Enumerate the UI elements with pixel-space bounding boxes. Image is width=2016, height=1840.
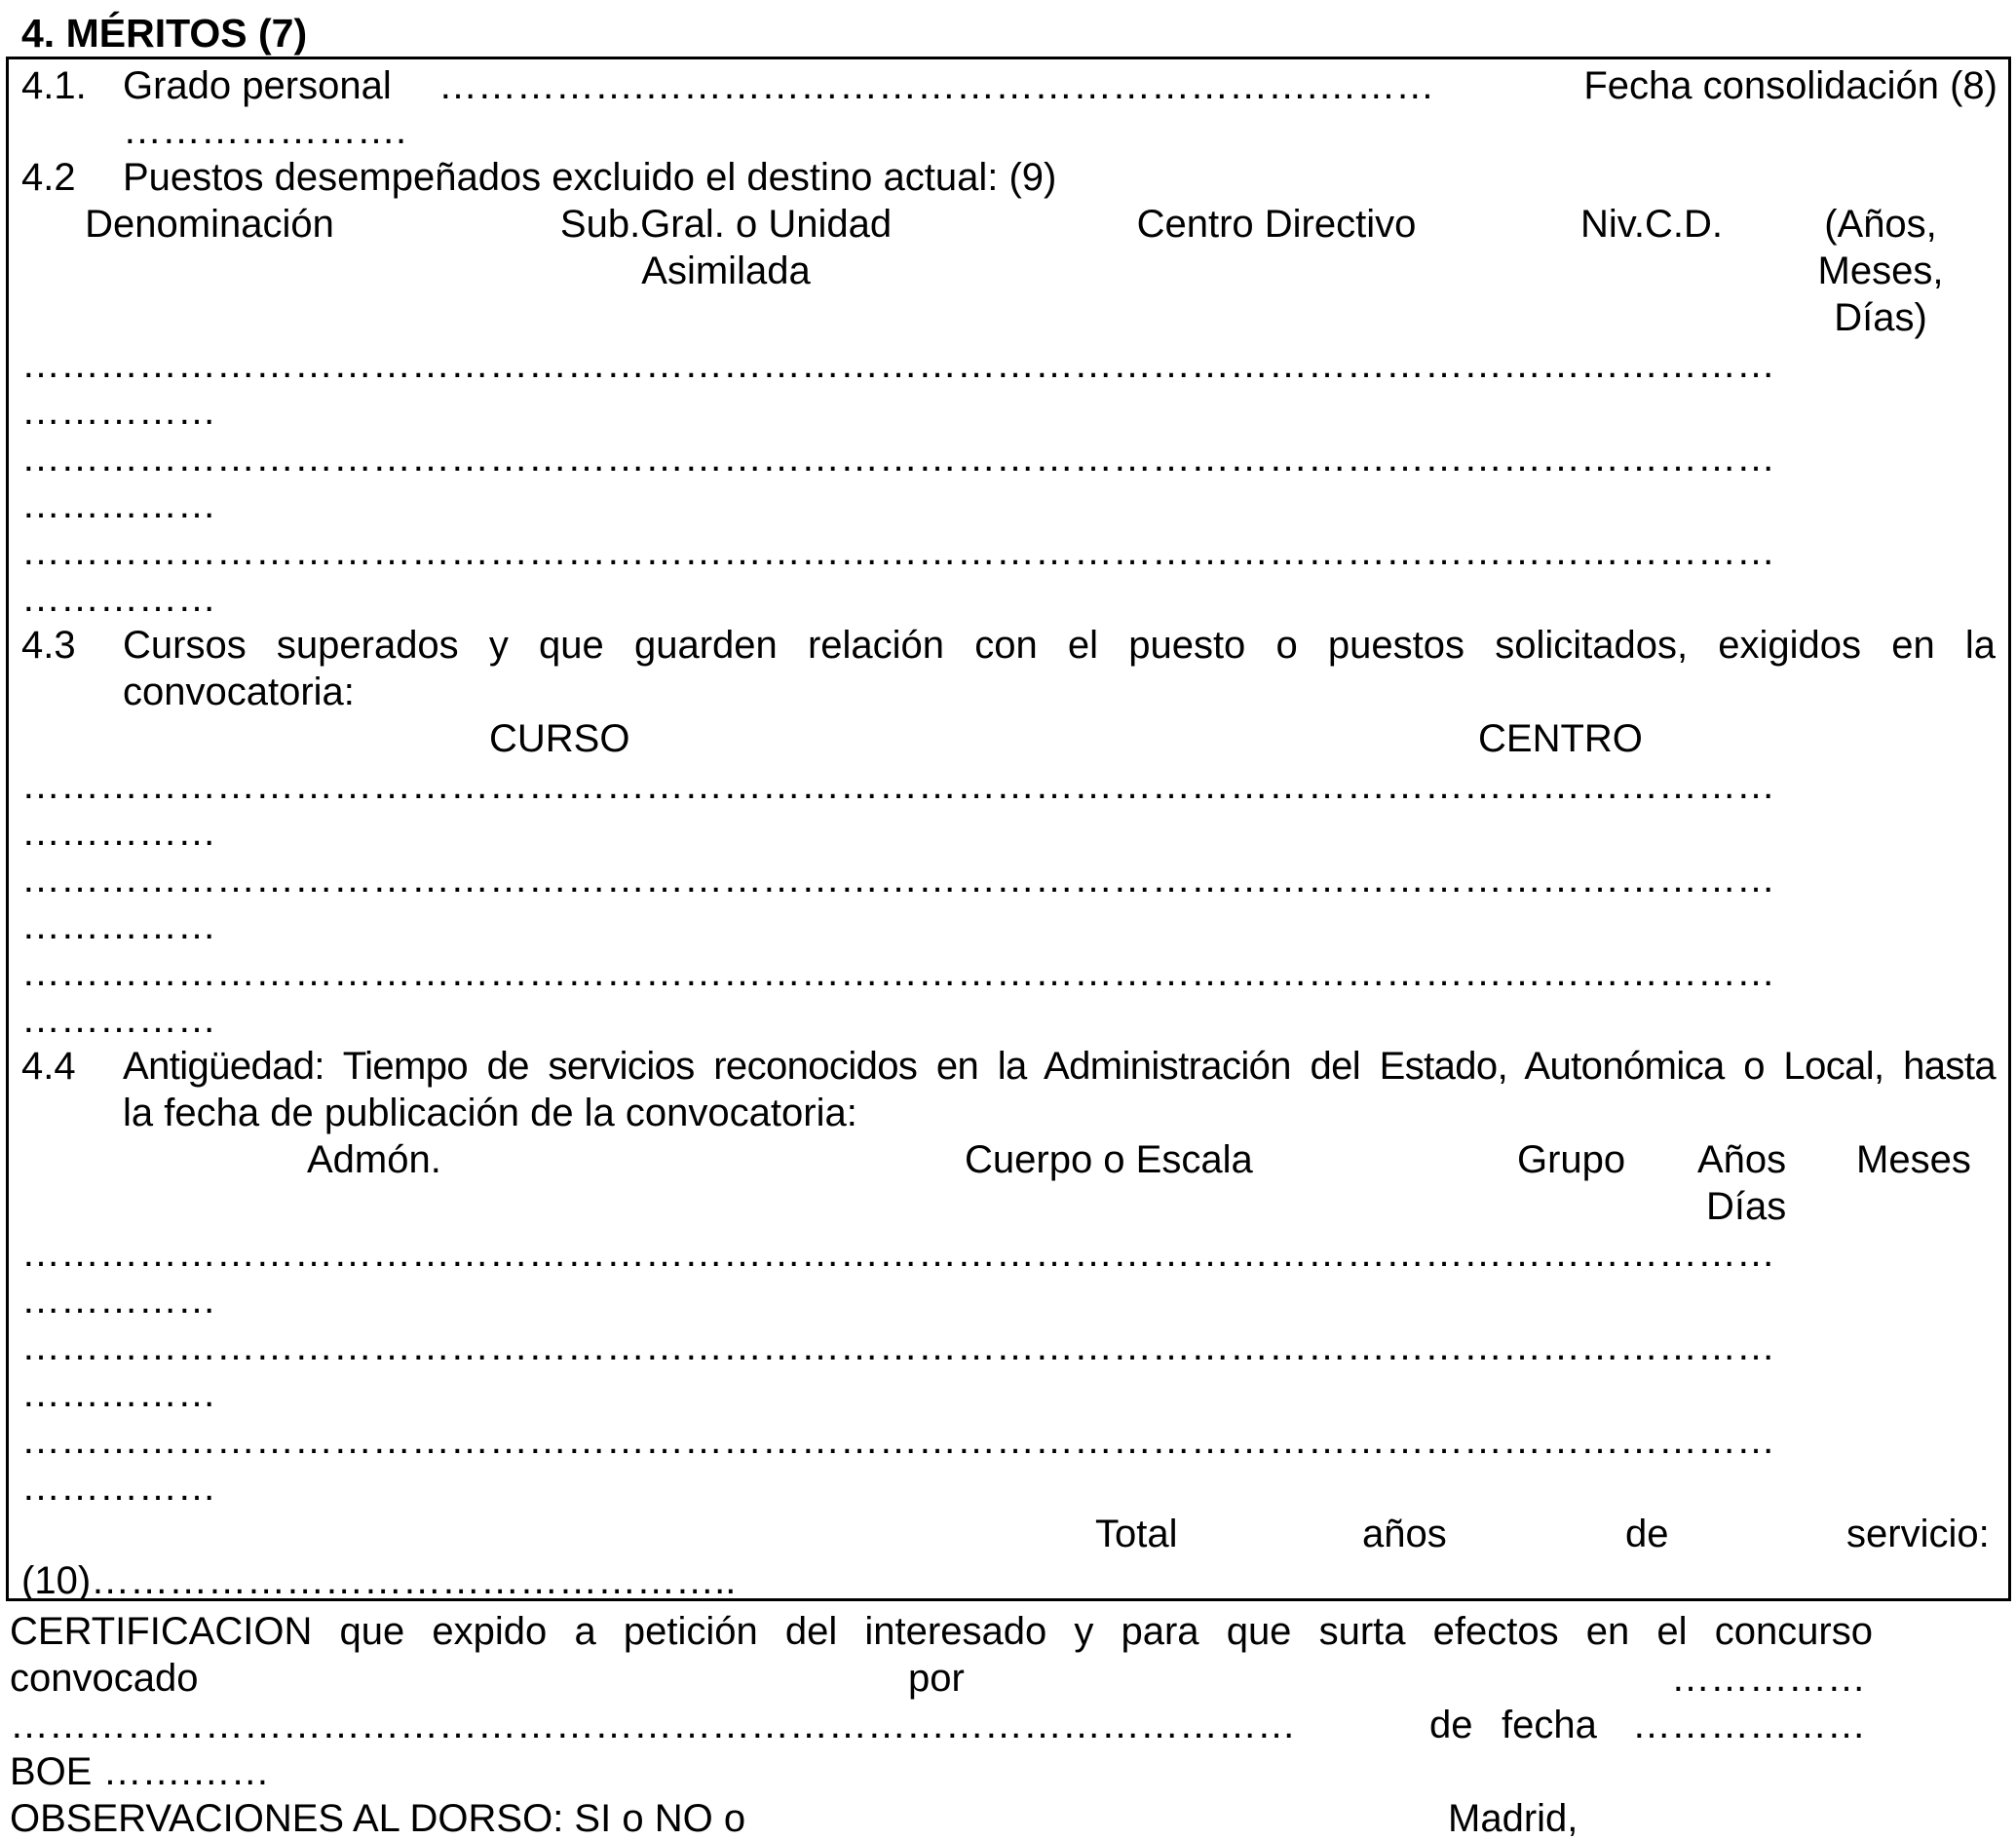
antiguedad-line-1b: …………… (21, 1281, 216, 1320)
puestos-line-1b: …………… (21, 392, 216, 431)
puestos-line-1: ……………………………………………………………………………………………………………………… (21, 345, 1775, 384)
certificacion-de: de (1429, 1704, 1473, 1746)
col-dias: Días (1706, 1185, 1787, 1228)
col-centro: CENTRO (1478, 717, 1643, 760)
section-title: 4. MÉRITOS (7) (21, 11, 308, 56)
antiguedad-line-1: ……………………………………………………………………………………………………………………… (21, 1234, 1775, 1273)
col-meses: Meses (1856, 1138, 1971, 1181)
cursos-line-1b: …………… (21, 813, 216, 852)
col-anos: Años (1697, 1138, 1787, 1181)
col-centro-directivo: Centro Directivo (1136, 203, 1417, 246)
cursos-line-3: ……………………………………………………………………………………………………………………… (21, 953, 1775, 992)
total-anos-servicio-value: (10)………………………………………….. (21, 1561, 737, 1600)
cursos-line-2b: …………… (21, 906, 216, 945)
cursos-line-3b: …………… (21, 1000, 216, 1039)
grado-label: Grado personal (123, 64, 392, 107)
antiguedad-heading-2: la fecha de publicación de la convocatoria: (123, 1092, 857, 1134)
certificacion-boe: BOE …….…… (10, 1750, 270, 1793)
total-word-3: de (1625, 1513, 1669, 1555)
puestos-line-3: ……………………………………………………………………………………………………………………… (21, 532, 1775, 571)
col-subgral-2: Asimilada (641, 249, 811, 292)
col-tiempo-2: Meses, (1817, 249, 1944, 292)
grado-dots: …………….…………………………………………….……… (438, 66, 1435, 105)
col-nivel-cd: Niv.C.D. (1580, 203, 1723, 246)
fecha-consolidacion-label: Fecha consolidación (8) (1583, 64, 1997, 107)
puestos-line-2: ……………………………………………………………………………………………………………………… (21, 439, 1775, 478)
puestos-number: 4.2 (21, 156, 76, 199)
puestos-heading: Puestos desempeñados excluido el destino actual: (9) (123, 156, 1057, 199)
cursos-heading: Cursos superados y que guarden relación con el puesto o puestos solicitados, exigidos en la (123, 624, 1996, 667)
col-tiempo: (Años, (1824, 203, 1937, 246)
cursos-heading-2: convocatoria: (123, 671, 355, 713)
col-cuerpo-escala: Cuerpo o Escala (965, 1138, 1253, 1181)
observaciones-al-dorso: OBSERVACIONES AL DORSO: SI o NO o (10, 1797, 746, 1840)
madrid-label: Madrid, (1448, 1797, 1579, 1840)
total-word-4: servicio: (1846, 1513, 1990, 1555)
antiguedad-line-3b: …………… (21, 1468, 216, 1507)
certificacion-convocado: convocado (10, 1657, 199, 1700)
total-word-1: Total (1095, 1513, 1178, 1555)
puestos-line-3b: …………… (21, 579, 216, 618)
certificacion-fecha-dots: ……………… (1632, 1706, 1866, 1744)
certificacion-line-1: CERTIFICACION que expido a petición del interesado y para que surta efectos en el concurso (10, 1610, 1873, 1653)
cursos-number: 4.3 (21, 624, 76, 667)
col-curso: CURSO (489, 717, 630, 760)
col-tiempo-3: Días) (1834, 296, 1927, 339)
col-grupo: Grupo (1517, 1138, 1626, 1181)
certificacion-convocatoria-dots: ……………………………………………………………………………………… (10, 1706, 1296, 1744)
meritos-box (6, 57, 2011, 1601)
total-word-2: años (1362, 1513, 1447, 1555)
grado-number: 4.1. (21, 64, 87, 107)
antiguedad-line-2b: …………… (21, 1374, 216, 1413)
antiguedad-line-3: ……………………………………………………………………………………………………………………… (21, 1421, 1775, 1460)
cursos-line-1: ……………………………………………………………………………………………………………………… (21, 766, 1775, 805)
antiguedad-heading: Antigüedad: Tiempo de servicios reconocidos en la Administración del Estado, Autonómica o Local, hasta (123, 1045, 1996, 1088)
puestos-line-2b: …………… (21, 485, 216, 524)
certificacion-por: por (908, 1657, 965, 1700)
certificacion-por-dots: …………… (1671, 1659, 1866, 1698)
col-subgral: Sub.Gral. o Unidad (559, 203, 893, 246)
antiguedad-number: 4.4 (21, 1045, 76, 1088)
col-denominacion: Denominación (85, 203, 334, 246)
cursos-line-2: ……………………………………………………………………………………………………………………… (21, 860, 1775, 899)
fecha-consolidacion-dots: …………………. (123, 111, 407, 150)
certificacion-fecha: fecha (1502, 1704, 1597, 1746)
col-admon: Admón. (307, 1138, 441, 1181)
antiguedad-line-2: ……………………………………………………………………………………………………………………… (21, 1327, 1775, 1366)
